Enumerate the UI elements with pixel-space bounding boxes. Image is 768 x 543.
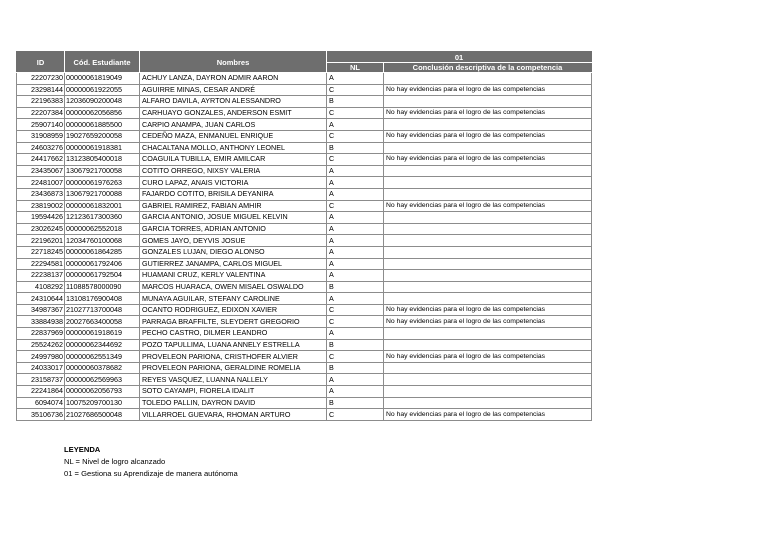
student-id-cell: 23298144 [17, 84, 65, 96]
table-row [17, 270, 592, 282]
table-header [17, 52, 592, 73]
student-id-cell: 25524262 [17, 339, 65, 351]
student-code-cell: 00000061832001 [65, 200, 140, 212]
competency-conclusion-cell [384, 73, 592, 85]
student-name-cell: PARRAGA BRAFFILTE, SLEYDERT GREGORIO [140, 316, 327, 328]
student-id-cell: 24417662 [17, 154, 65, 166]
competency-conclusion-cell [384, 188, 592, 200]
student-id-cell: 22837969 [17, 328, 65, 340]
student-code-cell: 00000061918381 [65, 142, 140, 154]
competency-conclusion-cell: No hay evidencias para el logro de las competencias [384, 351, 592, 363]
student-code-cell: 20027663400058 [65, 316, 140, 328]
achievement-level-cell: A [327, 386, 384, 398]
student-name-cell: MARCOS HUARACA, OWEN MISAEL OSWALDO [140, 281, 327, 293]
competency-conclusion-cell [384, 386, 592, 398]
student-name-cell: CARPIO ANAMPA, JUAN CARLOS [140, 119, 327, 131]
table-row [17, 246, 592, 258]
table-body [17, 73, 592, 421]
table-row [17, 339, 592, 351]
student-code-cell: 00000062551349 [65, 351, 140, 363]
student-code-cell: 00000061885500 [65, 119, 140, 131]
competency-conclusion-cell [384, 328, 592, 340]
student-name-cell: GARCIA ANTONIO, JOSUE MIGUEL KELVIN [140, 212, 327, 224]
table-row [17, 328, 592, 340]
table-row [17, 142, 592, 154]
student-name-cell: VILLARROEL GUEVARA, RHOMAN ARTURO [140, 409, 327, 421]
student-id-cell: 23819002 [17, 200, 65, 212]
achievement-level-cell: C [327, 154, 384, 166]
table-row [17, 154, 592, 166]
student-id-cell: 22718245 [17, 246, 65, 258]
table-row [17, 374, 592, 386]
competency-conclusion-cell: No hay evidencias para el logro de las competencias [384, 154, 592, 166]
achievement-level-cell: C [327, 84, 384, 96]
competency-conclusion-cell: No hay evidencias para el logro de las competencias [384, 200, 592, 212]
student-code-cell: 00000062056856 [65, 107, 140, 119]
achievement-level-cell: C [327, 107, 384, 119]
student-code-cell: 00000061792504 [65, 270, 140, 282]
student-code-cell: 11088578000090 [65, 281, 140, 293]
student-name-cell: FAJARDO COTITO, BRISILA DEYANIRA [140, 188, 327, 200]
student-id-cell: 22196383 [17, 96, 65, 108]
student-id-cell: 6094074 [17, 397, 65, 409]
student-id-cell: 23436873 [17, 188, 65, 200]
achievement-level-cell: C [327, 130, 384, 142]
student-name-cell: CEDEÑO MAZA, ENMANUEL ENRIQUE [140, 130, 327, 142]
achievement-level-cell: C [327, 316, 384, 328]
competency-conclusion-cell [384, 293, 592, 305]
competency-conclusion-cell [384, 362, 592, 374]
table-row [17, 130, 592, 142]
competency-conclusion-cell [384, 119, 592, 131]
table-row [17, 258, 592, 270]
competency-conclusion-cell: No hay evidencias para el logro de las competencias [384, 130, 592, 142]
student-code-cell: 00000061976263 [65, 177, 140, 189]
student-id-cell: 22207230 [17, 73, 65, 85]
student-id-cell: 4108292 [17, 281, 65, 293]
competency-conclusion-cell [384, 96, 592, 108]
achievement-level-cell: A [327, 223, 384, 235]
table-row [17, 200, 592, 212]
table-row [17, 188, 592, 200]
table-row [17, 96, 592, 108]
competency-conclusion-cell: No hay evidencias para el logro de las competencias [384, 84, 592, 96]
table-row [17, 223, 592, 235]
table-row [17, 73, 592, 85]
competency-conclusion-cell [384, 374, 592, 386]
student-id-cell: 22238137 [17, 270, 65, 282]
student-code-cell: 00000061922055 [65, 84, 140, 96]
student-name-cell: COAGUILA TUBILLA, EMIR AMILCAR [140, 154, 327, 166]
student-code-cell: 10075209700130 [65, 397, 140, 409]
achievement-level-cell: A [327, 293, 384, 305]
achievement-level-cell: A [327, 235, 384, 247]
student-code-cell: 00000062552018 [65, 223, 140, 235]
competency-conclusion-cell: No hay evidencias para el logro de las competencias [384, 316, 592, 328]
student-name-cell: ACHUY LANZA, DAYRON ADMIR AARON [140, 73, 327, 85]
student-name-cell: GOMES JAYO, DEYVIS JOSUE [140, 235, 327, 247]
student-name-cell: POZO TAPULLIMA, LUANA ANNELY ESTRELLA [140, 339, 327, 351]
table-row [17, 397, 592, 409]
competency-conclusion-cell: No hay evidencias para el logro de las competencias [384, 409, 592, 421]
header-nl: NL [327, 63, 384, 73]
student-code-cell: 00000062569963 [65, 374, 140, 386]
competency-conclusion-cell [384, 142, 592, 154]
achievement-level-cell: C [327, 409, 384, 421]
header-student-code: Cód. Estudiante [65, 52, 140, 73]
student-id-cell: 22196201 [17, 235, 65, 247]
student-name-cell: GABRIEL RAMIREZ, FABIAN AMHIR [140, 200, 327, 212]
competency-conclusion-cell [384, 177, 592, 189]
achievement-level-cell: A [327, 188, 384, 200]
student-name-cell: GUTIERREZ JANAMPA, CARLOS MIGUEL [140, 258, 327, 270]
student-name-cell: PECHO CASTRO, DILMER LEANDRO [140, 328, 327, 340]
achievement-level-cell: A [327, 212, 384, 224]
table-row [17, 386, 592, 398]
competency-conclusion-cell [384, 165, 592, 177]
table-row [17, 235, 592, 247]
student-id-cell: 34987367 [17, 304, 65, 316]
header-id: ID [17, 52, 65, 73]
student-code-cell: 21027686500048 [65, 409, 140, 421]
student-id-cell: 31908959 [17, 130, 65, 142]
student-name-cell: SOTO CAYAMPI, FIORELA IDALIT [140, 386, 327, 398]
competency-conclusion-cell [384, 235, 592, 247]
competency-conclusion-cell [384, 397, 592, 409]
student-name-cell: TOLEDO PALLIN, DAYRON DAVID [140, 397, 327, 409]
competency-conclusion-cell [384, 281, 592, 293]
achievement-level-cell: B [327, 339, 384, 351]
student-name-cell: COTITO ORREGO, NIXSY VALERIA [140, 165, 327, 177]
header-description: Conclusión descriptiva de la competencia [384, 63, 592, 73]
student-code-cell: 00000061819049 [65, 73, 140, 85]
student-code-cell: 12036090200048 [65, 96, 140, 108]
table-row [17, 293, 592, 305]
student-id-cell: 23435067 [17, 165, 65, 177]
student-id-cell: 22241864 [17, 386, 65, 398]
student-id-cell: 22207384 [17, 107, 65, 119]
legend [64, 444, 238, 480]
legend-line-nl: NL = Nivel de logro alcanzado [64, 457, 166, 466]
table-row [17, 107, 592, 119]
achievement-level-cell: C [327, 351, 384, 363]
student-id-cell: 22481007 [17, 177, 65, 189]
student-name-cell: CURO LAPAZ, ANAIS VICTORIA [140, 177, 327, 189]
table-row [17, 119, 592, 131]
competency-conclusion-cell [384, 339, 592, 351]
student-name-cell: AGUIRRE MINAS, CESAR ANDRÉ [140, 84, 327, 96]
achievement-level-cell: A [327, 73, 384, 85]
student-id-cell: 22294581 [17, 258, 65, 270]
student-name-cell: OCANTO RODRIGUEZ, EDIXON XAVIER [140, 304, 327, 316]
achievement-level-cell: B [327, 281, 384, 293]
student-id-cell: 24310644 [17, 293, 65, 305]
student-code-cell: 00000061918619 [65, 328, 140, 340]
table-row [17, 316, 592, 328]
legend-title: LEYENDA [64, 445, 101, 454]
table-row [17, 84, 592, 96]
student-name-cell: PROVELEON PARIONA, GERALDINE ROMELIA [140, 362, 327, 374]
achievement-level-cell: C [327, 304, 384, 316]
achievement-level-cell: A [327, 258, 384, 270]
achievement-level-cell: A [327, 119, 384, 131]
student-code-cell: 13067921700058 [65, 165, 140, 177]
table-row [17, 362, 592, 374]
student-name-cell: CHACALTANA MOLLO, ANTHONY LEONEL [140, 142, 327, 154]
student-id-cell: 35106736 [17, 409, 65, 421]
table-row [17, 304, 592, 316]
student-id-cell: 33884938 [17, 316, 65, 328]
student-name-cell: CARHUAYO GONZALES, ANDERSON ESMIT [140, 107, 327, 119]
student-id-cell: 24997980 [17, 351, 65, 363]
student-code-cell: 00000061864285 [65, 246, 140, 258]
achievement-level-cell: A [327, 246, 384, 258]
student-id-cell: 25907140 [17, 119, 65, 131]
achievement-level-cell: B [327, 142, 384, 154]
student-id-cell: 24033017 [17, 362, 65, 374]
student-code-cell: 12034760100068 [65, 235, 140, 247]
student-name-cell: PROVELEON PARIONA, CRISTHOFER ALVIER [140, 351, 327, 363]
student-name-cell: ALFARO DAVILA, AYRTON ALESSANDRO [140, 96, 327, 108]
student-id-cell: 24603276 [17, 142, 65, 154]
table-row [17, 281, 592, 293]
achievement-level-cell: B [327, 96, 384, 108]
student-code-cell: 00000060378682 [65, 362, 140, 374]
competency-conclusion-cell: No hay evidencias para el logro de las competencias [384, 304, 592, 316]
grades-table [16, 51, 592, 421]
achievement-level-cell: C [327, 200, 384, 212]
achievement-level-cell: A [327, 177, 384, 189]
competency-conclusion-cell [384, 246, 592, 258]
achievement-level-cell: B [327, 362, 384, 374]
student-code-cell: 21027713700048 [65, 304, 140, 316]
legend-line-competency: 01 = Gestiona su Aprendizaje de manera autónoma [64, 469, 238, 478]
table-row [17, 177, 592, 189]
student-code-cell: 00000061792406 [65, 258, 140, 270]
student-id-cell: 19594426 [17, 212, 65, 224]
table-row [17, 165, 592, 177]
student-code-cell: 13067921700088 [65, 188, 140, 200]
table-row [17, 409, 592, 421]
competency-conclusion-cell: No hay evidencias para el logro de las competencias [384, 107, 592, 119]
student-code-cell: 12123617300360 [65, 212, 140, 224]
student-name-cell: GONZALES LUJAN, DIEGO ALONSO [140, 246, 327, 258]
competency-conclusion-cell [384, 258, 592, 270]
competency-conclusion-cell [384, 223, 592, 235]
header-names: Nombres [140, 52, 327, 73]
competency-conclusion-cell [384, 270, 592, 282]
table-row [17, 351, 592, 363]
student-code-cell: 13108176900408 [65, 293, 140, 305]
achievement-level-cell: A [327, 374, 384, 386]
student-name-cell: GARCIA TORRES, ADRIAN ANTONIO [140, 223, 327, 235]
competency-conclusion-cell [384, 212, 592, 224]
achievement-level-cell: B [327, 397, 384, 409]
achievement-level-cell: A [327, 165, 384, 177]
student-name-cell: MUNAYA AGUILAR, STEFANY CAROLINE [140, 293, 327, 305]
student-code-cell: 19027659200058 [65, 130, 140, 142]
student-name-cell: HUAMANI CRUZ, KERLY VALENTINA [140, 270, 327, 282]
student-name-cell: REYES VASQUEZ, LUANNA NALLELY [140, 374, 327, 386]
student-id-cell: 23026245 [17, 223, 65, 235]
achievement-level-cell: A [327, 328, 384, 340]
header-competency-group: 01 [327, 52, 592, 63]
student-code-cell: 13123805400018 [65, 154, 140, 166]
table-row [17, 212, 592, 224]
achievement-level-cell: A [327, 270, 384, 282]
student-code-cell: 00000062056793 [65, 386, 140, 398]
student-id-cell: 23158737 [17, 374, 65, 386]
student-code-cell: 00000062344692 [65, 339, 140, 351]
